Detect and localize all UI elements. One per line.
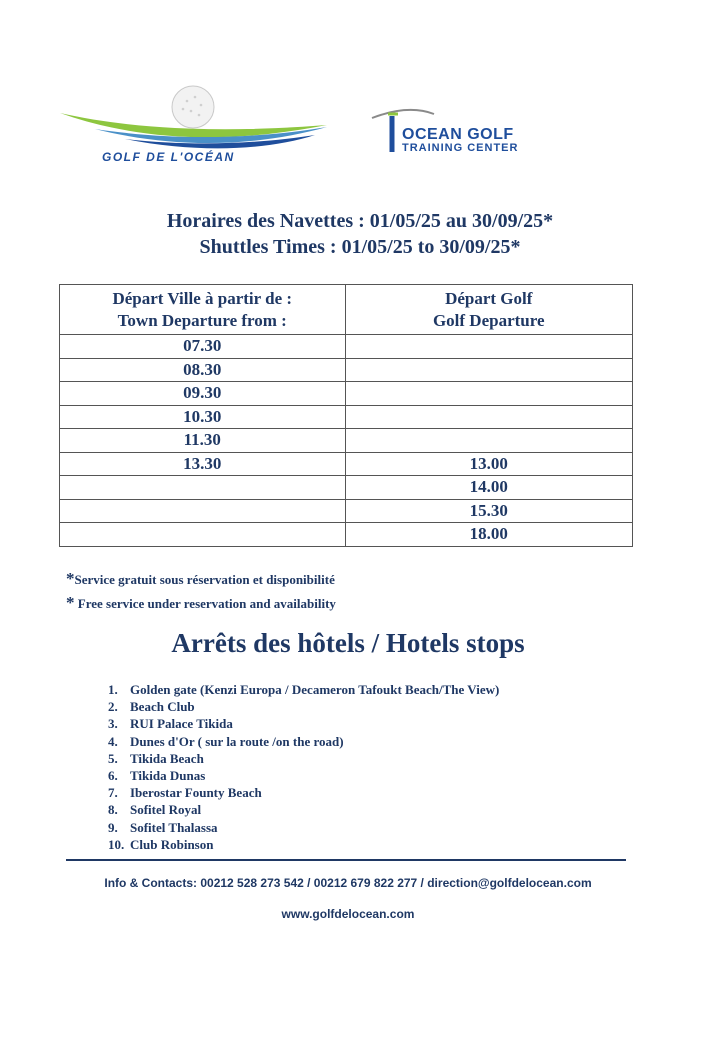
stop-number: 4.	[108, 733, 118, 749]
stop-number: 7.	[108, 785, 118, 801]
list-item	[108, 836, 499, 853]
golf-time	[345, 405, 633, 429]
header-town-en: Town Departure from :	[117, 310, 287, 330]
golf-time	[345, 429, 633, 453]
stop-label: Iberostar Founty Beach	[130, 785, 262, 801]
stop-number: 5.	[108, 750, 118, 766]
list-item	[108, 767, 499, 784]
table-row	[60, 523, 633, 547]
logo-right-line1: OCEAN GOLF	[402, 126, 514, 143]
town-departure-header	[60, 285, 346, 335]
header-golf-fr: Départ Golf	[445, 288, 533, 308]
stop-number: 8.	[108, 802, 118, 818]
stop-label: Tikida Beach	[130, 750, 204, 766]
table-row	[60, 429, 633, 453]
golf-time	[345, 382, 633, 406]
note-fr-text: Service gratuit sous réservation et disponibilité	[74, 572, 335, 587]
title-line-fr: Horaires des Navettes : 01/05/25 au 30/09/25*	[166, 210, 554, 232]
golf-time	[345, 335, 633, 359]
table-row	[60, 382, 633, 406]
town-time: 11.30	[60, 429, 346, 453]
stop-label: Golden gate (Kenzi Europa / Decameron Tafoukt Beach/The View)	[130, 682, 500, 697]
town-time	[60, 499, 346, 523]
contact-info: Info & Contacts: 00212 528 273 542 / 00212 679 822 277 / direction@golfdelocean.com	[104, 876, 592, 890]
table-row	[60, 358, 633, 382]
logo-right-line2: TRAINING CENTER	[402, 142, 519, 154]
header-town-fr: Départ Ville à partir de :	[112, 288, 293, 308]
list-item	[108, 698, 499, 715]
note-en	[66, 591, 336, 615]
table-row	[60, 405, 633, 429]
town-time	[60, 523, 346, 547]
town-time	[60, 476, 346, 500]
town-time: 08.30	[60, 358, 346, 382]
stop-label: Beach Club	[130, 699, 195, 715]
note-en-asterisk: *	[66, 593, 75, 612]
stop-number: 6.	[108, 768, 118, 784]
shuttle-schedule-table	[59, 284, 633, 547]
stop-number: 2.	[108, 699, 118, 715]
golf-time: 18.00	[345, 523, 633, 547]
list-item	[108, 801, 499, 818]
stop-label: RUI Palace Tikida	[130, 716, 233, 732]
stop-label: Club Robinson	[130, 836, 214, 852]
golf-time: 13.00	[345, 452, 633, 476]
note-en-text: Free service under reservation and availability	[74, 596, 336, 611]
golf-departure-header	[345, 285, 633, 335]
stop-number: 10.	[108, 836, 125, 852]
schedule-title	[0, 208, 720, 260]
note-fr	[66, 567, 336, 591]
note-fr-asterisk: *	[66, 569, 75, 588]
website-link[interactable]: www.golfdelocean.com	[281, 907, 415, 921]
list-item	[108, 819, 499, 836]
header-golf-en: Golf Departure	[432, 310, 545, 330]
hotel-stops-title: Arrêts des hôtels / Hotels stops	[171, 628, 525, 658]
stop-number: 1.	[108, 682, 118, 697]
list-item	[108, 750, 499, 767]
town-time: 13.30	[60, 452, 346, 476]
golf-time: 14.00	[345, 476, 633, 500]
list-item	[108, 733, 499, 750]
stop-number: 3.	[108, 716, 118, 732]
stop-label: Sofitel Thalassa	[130, 819, 218, 835]
footer-divider	[66, 859, 626, 861]
table-row	[60, 452, 633, 476]
town-time: 07.30	[60, 335, 346, 359]
title-line-en: Shuttles Times : 01/05/25 to 30/09/25*	[199, 236, 521, 258]
list-item	[108, 784, 499, 801]
golf-time	[345, 358, 633, 382]
golf-time: 15.30	[345, 499, 633, 523]
stop-label: Dunes d'Or ( sur la route /on the road)	[130, 733, 344, 749]
stop-label: Sofitel Royal	[130, 802, 202, 818]
town-time: 09.30	[60, 382, 346, 406]
hotel-stops-list	[108, 681, 499, 853]
table-row	[60, 476, 633, 500]
table-header-row	[60, 285, 633, 335]
stop-number: 9.	[108, 819, 118, 835]
table-row	[60, 335, 633, 359]
town-time: 10.30	[60, 405, 346, 429]
list-item	[108, 715, 499, 732]
service-notes	[66, 567, 336, 615]
list-item	[108, 681, 499, 698]
stop-label: Tikida Dunas	[130, 768, 206, 784]
table-row	[60, 499, 633, 523]
header-logos	[0, 0, 720, 180]
logo-left-text: GOLF DE L'OCÉAN	[102, 150, 235, 164]
